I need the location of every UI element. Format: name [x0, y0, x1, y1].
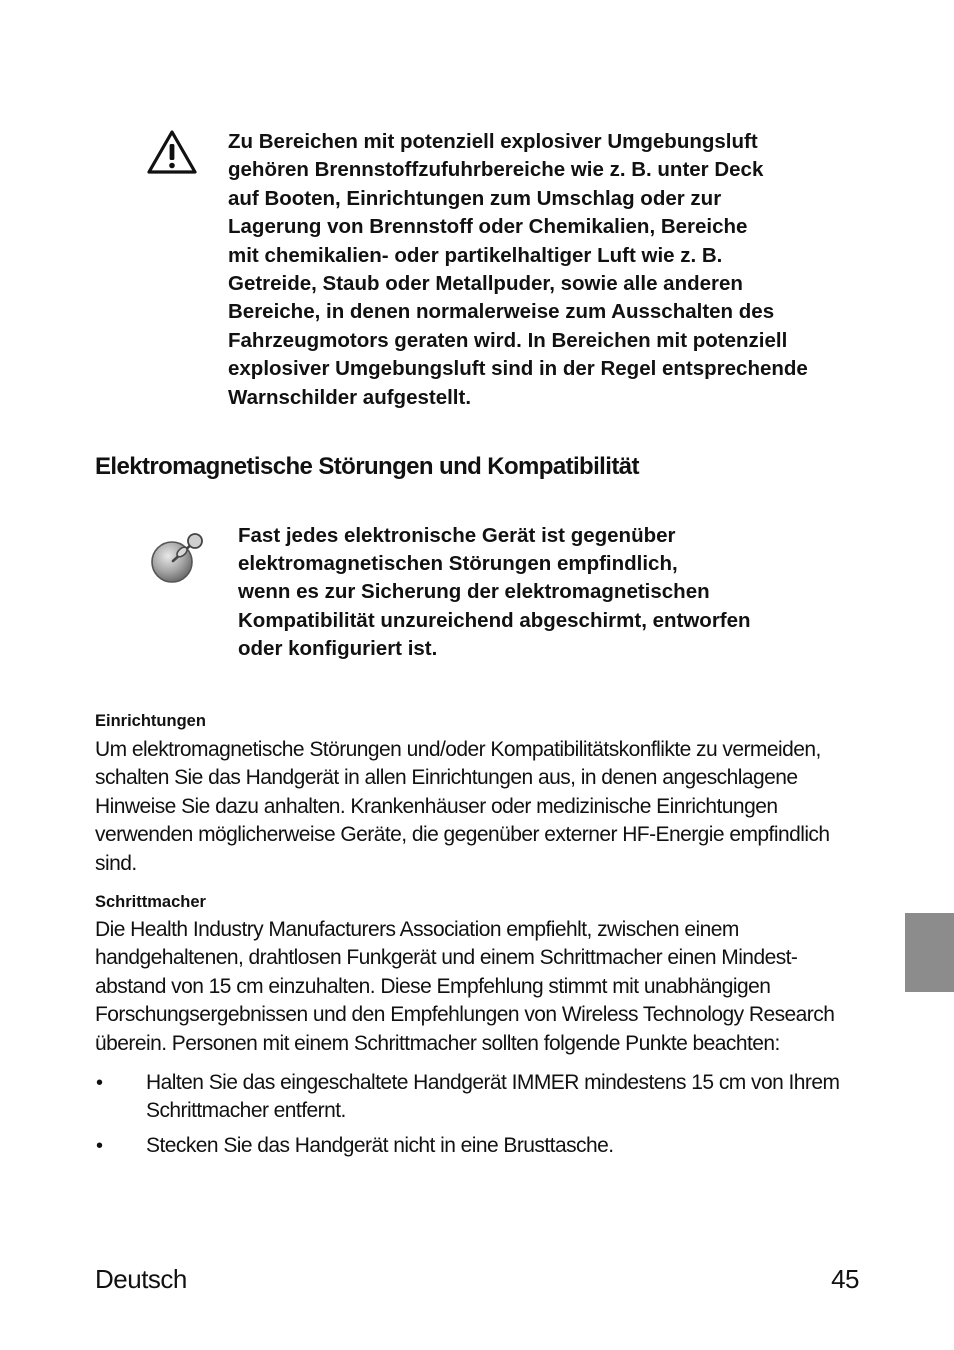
pushpin-note-icon: [148, 530, 208, 588]
paragraph-line: sind.: [95, 851, 137, 875]
warning-line: Getreide, Staub oder Metallpuder, sowie alle anderen: [228, 272, 743, 296]
note-line: elektromagnetischen Störungen empfindlich,: [238, 552, 678, 576]
bullet-line: Halten Sie das eingeschaltete Handgerät IMMER mindestens 15 cm von Ihrem: [146, 1071, 840, 1094]
footer-language: Deutsch: [95, 1264, 187, 1294]
warning-line: auf Booten, Einrichtungen zum Umschlag oder zur: [228, 186, 722, 210]
footer-page-number: 45: [831, 1264, 859, 1294]
chapter-tab-marker: [905, 913, 954, 992]
schrittmacher-paragraph: [95, 916, 855, 1058]
paragraph-line: Um elektromagnetische Störungen und/oder Kompatibilitätskonflikte zu vermeiden,: [95, 738, 821, 761]
warning-line: Lagerung von Brennstoff oder Chemikalien, Bereiche: [228, 215, 748, 239]
note-line: Kompatibilität unzureichend abgeschirmt, entworfen: [238, 608, 751, 632]
note-line: wenn es zur Sicherung der elektromagnetischen: [238, 580, 710, 604]
note-line: oder konfiguriert ist.: [238, 636, 438, 660]
bullet-item: [146, 1132, 866, 1160]
note-text: [238, 522, 858, 663]
bullet-line: Schrittmacher entfernt.: [146, 1099, 346, 1122]
warning-text: [228, 128, 868, 412]
warning-line: gehören Brennstoffzufuhrbereiche wie z. B. unter Deck: [228, 158, 764, 182]
warning-line: mit chemikalien- oder partikelhaltiger Luft wie z. B.: [228, 243, 723, 267]
schrittmacher-heading: Schrittmacher: [95, 893, 206, 911]
warning-triangle-icon: [146, 128, 198, 176]
paragraph-line: überein. Personen mit einem Schrittmacher sollten folgende Punkte beachten:: [95, 1031, 780, 1055]
warning-line: Warnschilder aufgestellt.: [228, 385, 472, 409]
bullet-symbol: •: [96, 1072, 104, 1094]
warning-line: explosiver Umgebungsluft sind in der Regel entsprechende: [228, 357, 808, 381]
paragraph-line: Die Health Industry Manufacturers Association empfiehlt, zwischen einem: [95, 918, 739, 941]
paragraph-line: verwenden möglicherweise Geräte, die gegenüber externer HF-Energie empfindlich: [95, 823, 830, 847]
warning-line: Fahrzeugmotors geraten wird. In Bereichen mit potenziell: [228, 328, 788, 352]
bullet-item: [146, 1069, 866, 1125]
paragraph-line: Hinweise Sie dazu anhalten. Krankenhäuser oder medizinische Einrichtungen: [95, 794, 778, 818]
warning-line: Bereiche, in denen normalerweise zum Ausschalten des: [228, 300, 775, 324]
warning-line: Zu Bereichen mit potenziell explosiver Umgebungsluft: [228, 130, 758, 153]
paragraph-line: schalten Sie das Handgerät in allen Einrichtungen aus, in denen angeschlagene: [95, 766, 798, 790]
section-heading: Elektromagnetische Störungen und Kompatibilität: [95, 453, 639, 480]
bullet-line: Stecken Sie das Handgerät nicht in eine Brusttasche.: [146, 1134, 614, 1157]
note-line: Fast jedes elektronische Gerät ist gegenüber: [238, 524, 676, 547]
paragraph-line: handgehaltenen, drahtlosen Funkgerät und einem Schrittmacher einen Mindest-: [95, 946, 798, 970]
paragraph-line: abstand von 15 cm einzuhalten. Diese Empfehlung stimmt mit unabhängigen: [95, 974, 771, 998]
bullet-symbol: •: [96, 1135, 104, 1157]
einrichtungen-heading: Einrichtungen: [95, 712, 206, 730]
einrichtungen-paragraph: [95, 736, 855, 878]
paragraph-line: Forschungsergebnissen und den Empfehlungen von Wireless Technology Research: [95, 1003, 835, 1027]
